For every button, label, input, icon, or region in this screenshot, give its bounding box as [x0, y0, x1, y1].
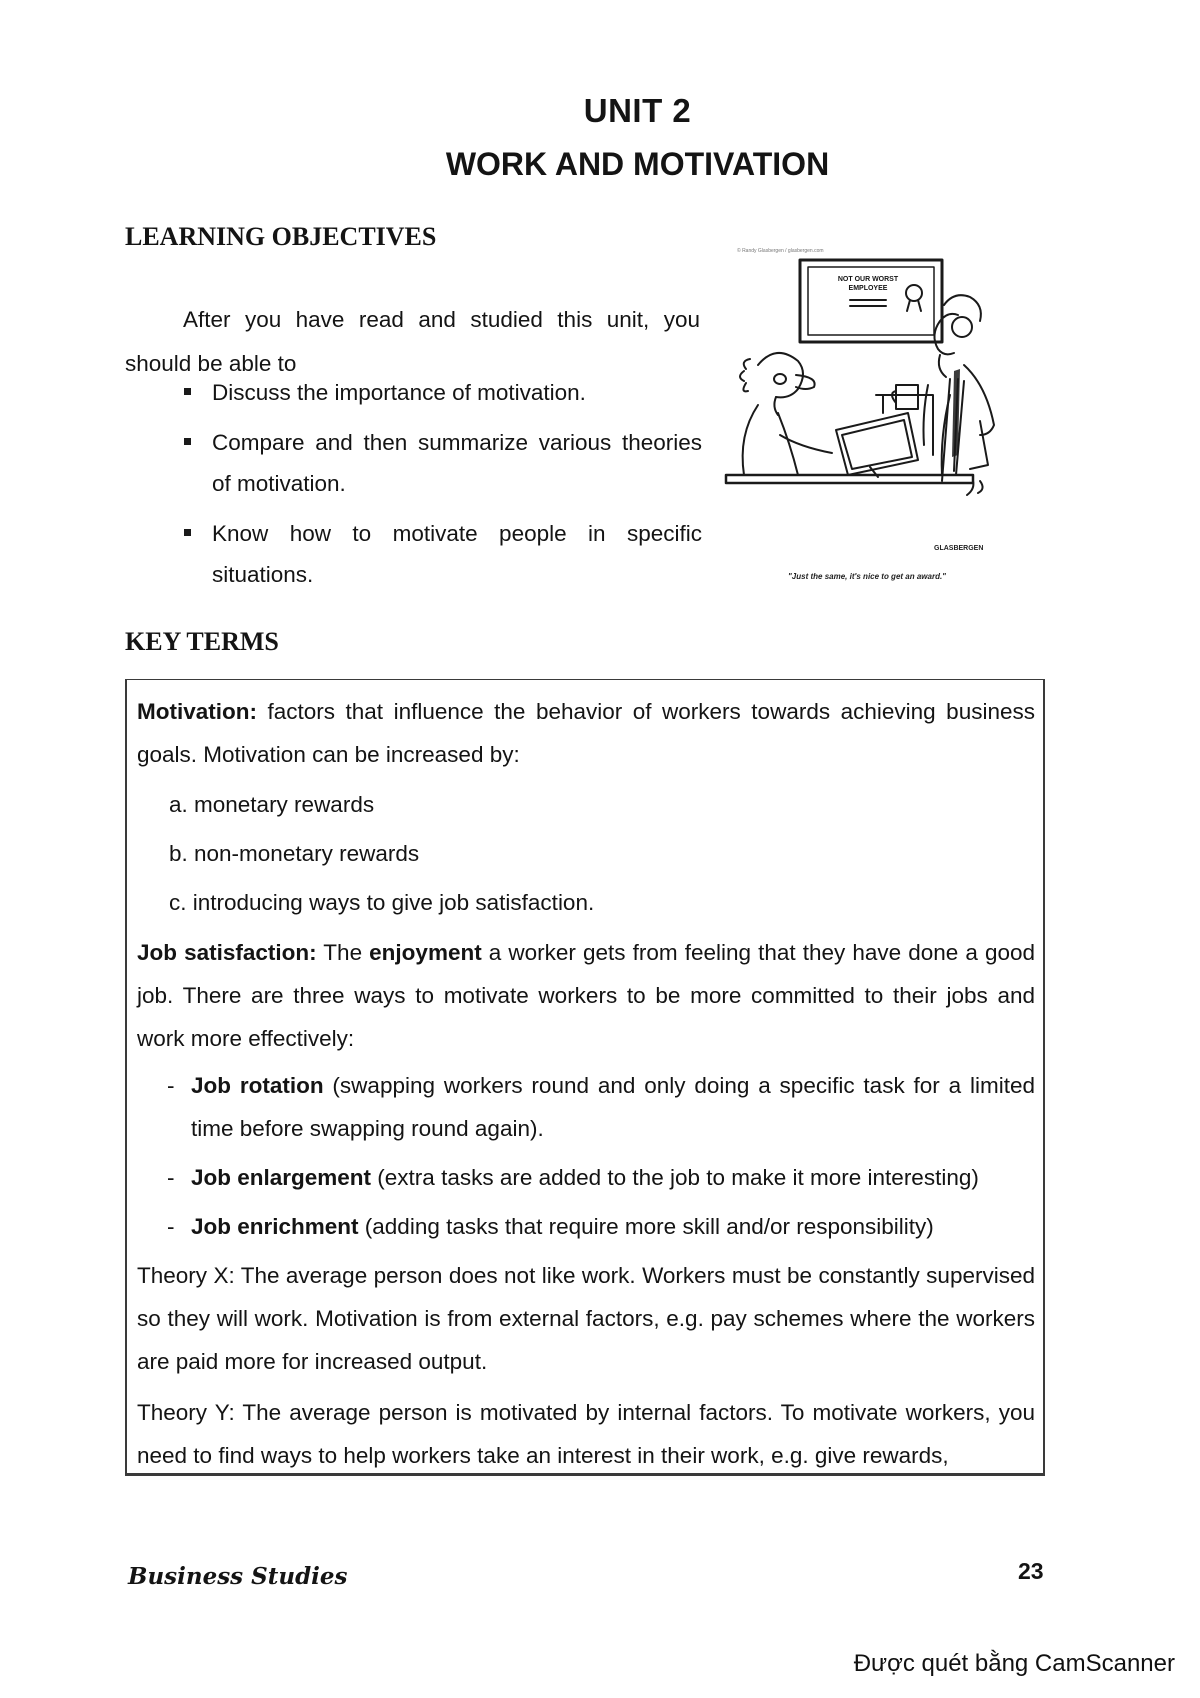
certificate-text: NOT OUR WORST EMPLOYEE — [837, 276, 899, 292]
objectives-list — [180, 372, 702, 604]
list-item: a. monetary rewards — [169, 792, 375, 817]
cartoon-signature: GLASBERGEN — [934, 545, 984, 552]
unit-title: WORK AND MOTIVATION — [445, 146, 830, 182]
objective-item: Know how to motivate people in specific situations. — [180, 513, 702, 595]
list-item: - Job enrichment (adding tasks that require more skill and/or responsibility) — [167, 1214, 934, 1239]
job-satisfaction-methods-list — [167, 1064, 1035, 1248]
unit-number: UNIT 2 — [583, 92, 692, 129]
motivation-definition: Motivation: factors that influence the behavior of workers towards achieving business goals. Motivation can be increased by: — [137, 699, 1035, 767]
key-terms-heading: KEY TERMS — [125, 627, 279, 656]
objectives-intro: After you have read and studied this unit, you should be able to — [125, 306, 700, 376]
cartoon-drawing — [718, 245, 1008, 590]
cartoon-caption: "Just the same, it's nice to get an award." — [788, 572, 946, 581]
key-terms-box — [125, 679, 1045, 1476]
list-item: - Job enlargement (extra tasks are added to the job to make it more interesting) — [167, 1165, 979, 1190]
job-satisfaction-definition: Job satisfaction: The enjoyment a worker gets from feeling that they have done a good job. There are three ways to motivate workers to be more committed to their jobs and work more effectively: — [137, 940, 1035, 1051]
motivation-methods-list — [169, 780, 1035, 927]
cartoon-credit: © Randy Glasbergen / glasbergen.com — [737, 248, 824, 254]
cartoon-illustration — [718, 245, 1008, 590]
footer-brand: Business Studies — [128, 1563, 348, 1590]
bullet-icon — [184, 438, 191, 445]
bullet-icon — [184, 529, 191, 536]
objective-item: Compare and then summarize various theories of motivation. — [180, 422, 702, 504]
list-item: b. non-monetary rewards — [169, 841, 420, 866]
theory-y-definition: Theory Y: The average person is motivated by internal factors. To motivate workers, you need to find ways to help workers take an interest in their work, e.g. give rewards, — [137, 1400, 1036, 1468]
bullet-icon — [184, 388, 191, 395]
key-terms-content — [137, 690, 1035, 1477]
objective-item: Discuss the importance of motivation. — [180, 372, 702, 413]
list-item: c. introducing ways to give job satisfaction. — [169, 890, 595, 915]
page-number: 23 — [1018, 1558, 1044, 1584]
list-item: - Job rotation (swapping workers round and only doing a specific task for a limited time before swapping round again). — [167, 1073, 1036, 1141]
learning-objectives-heading: LEARNING OBJECTIVES — [125, 222, 437, 251]
theory-x-definition: Theory X: The average person does not like work. Workers must be constantly supervised so they will work. Motivation is from external factors, e.g. pay schemes where the workers are paid more for increased output. — [137, 1263, 1035, 1374]
scan-watermark: Được quét bằng CamScanner — [853, 1650, 1175, 1677]
